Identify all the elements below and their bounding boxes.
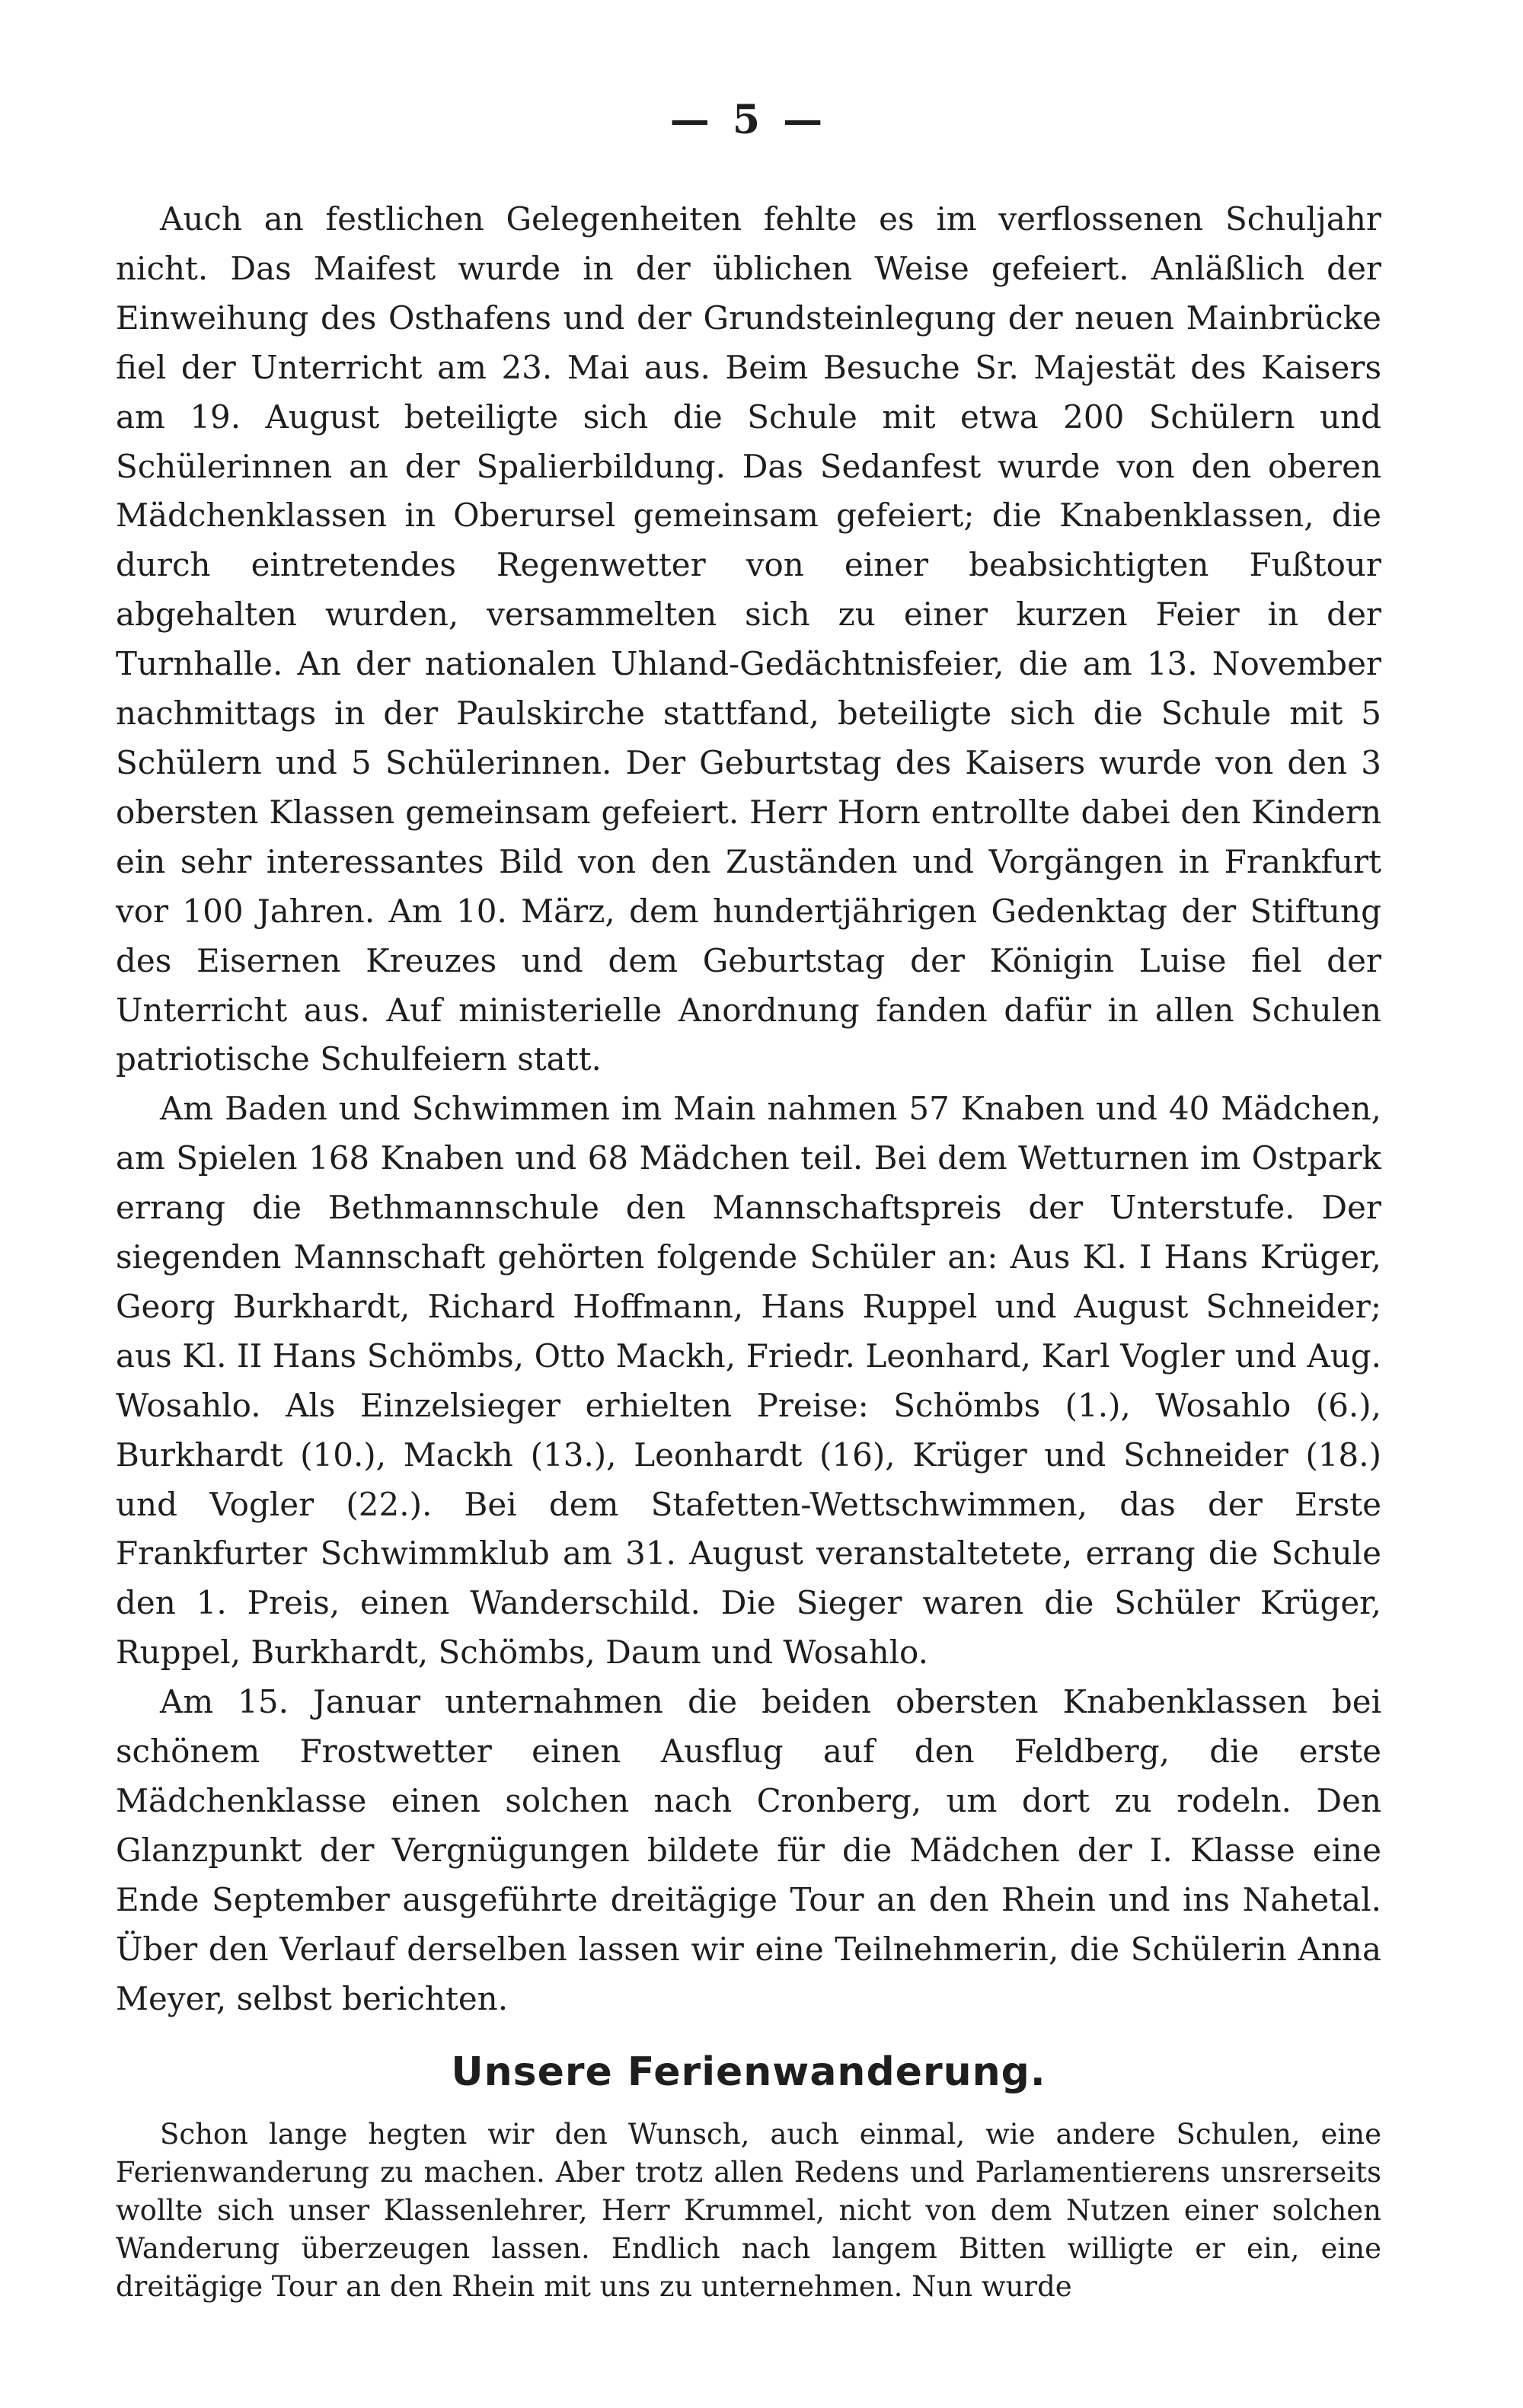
report-paragraph: Schon lange hegten wir den Wunsch, auch einmal, wie andere Schulen, eine Ferienwanderung zu machen. Aber trotz allen Redens und Parlamentierens unsrerseits wollte sich unser Klassenlehrer, Herr Krummel, nicht von dem Nutzen einer solchen Wanderung überzeugen lassen. Endlich nach langem Bitten willigte er ein, eine dreitägige Tour an den Rhein mit uns zu unternehmen. Nun wurde (116, 2117, 1381, 2303)
paragraph-excursions: Am 15. Januar unternahmen die beiden obersten Knabenklassen bei schönem Frostwetter einen Ausflug auf den Feldberg, die erste Mädchenklasse einen solchen nach Cronberg, um dort zu rodeln. Den Glanzpunkt der Vergnügungen bildete für die Mädchen der I. Klasse eine Ende September ausgeführte dreitägige Tour an den Rhein und ins Nahetal. Über den Verlauf derselben lassen wir eine Teilnehmerin, die Schülerin Anna Meyer, selbst berichten. (116, 1683, 1381, 2017)
section-heading: Unsere Ferienwanderung. (451, 2049, 1046, 2095)
main-text (116, 195, 1381, 2024)
paragraph-festivities: Auch an festlichen Gelegenheiten fehlte es im verflossenen Schuljahr nicht. Das Maifest wurde in der üblichen Weise gefeiert. Anläßlich der Einweihung des Osthafens und der Grundsteinlegung der neuen Mainbrücke fiel der Unterricht am 23. Mai aus. Beim Besuche Sr. Majestät des Kaisers am 19. August beteiligte sich die Schule mit etwa 200 Schülern und Schülerinnen an der Spalierbildung. Das Sedanfest wurde von den oberen Mädchenklassen in Oberursel gemeinsam gefeiert; die Knabenklassen, die durch eintretendes Regenwetter von einer beabsichtigten Fußtour abgehalten wurden, versammelten sich zu einer kurzen Feier in der Turnhalle. An der nationalen Uhland-Gedächtnisfeier, die am 13. November nachmittags in der Paulskirche stattfand, beteiligte sich die Schule mit 5 Schülern und 5 Schülerinnen. Der Geburtstag des Kaisers wurde von den 3 obersten Klassen gemeinsam gefeiert. Herr Horn entrollte dabei den Kindern ein sehr interessantes Bild von den Zuständen und Vorgängen in Frankfurt vor 100 Jahren. Am 10. März, dem hundertjährigen Gedenktag der Stiftung des Eisernen Kreuzes und dem Geburtstag der Königin Luise fiel der Unterricht aus. Auf ministerielle Anordnung fanden dafür in allen Schulen patriotische Schulfeiern statt. (116, 200, 1381, 1078)
page-number: — 5 — (669, 97, 828, 143)
report-text (116, 2116, 1381, 2306)
paragraph-sports: Am Baden und Schwimmen im Main nahmen 57 Knaben und 40 Mädchen, am Spielen 168 Knaben und 68 Mädchen teil. Bei dem Wetturnen im Ostpark errang die Bethmannschule den Mannschaftspreis der Unterstufe. Der siegenden Mannschaft gehörten folgende Schüler an: Aus Kl. I Hans Krüger, Georg Burkhardt, Richard Hoffmann, Hans Ruppel und August Schneider; aus Kl. II Hans Schömbs, Otto Mackh, Friedr. Leonhard, Karl Vogler und Aug. Wosahlo. Als Einzelsieger erhielten Preise: Schömbs (1.), Wosahlo (6.), Burkhardt (10.), Mackh (13.), Leonhardt (16), Krüger und Schneider (18.) und Vogler (22.). Bei dem Stafetten-Wettschwimmen, das der Erste Frankfurter Schwimmklub am 31. August veranstaltetete, errang die Schule den 1. Preis, einen Wanderschild. Die Sieger waren die Schüler Krüger, Ruppel, Burkhardt, Schömbs, Daum und Wosahlo. (116, 1090, 1381, 1672)
